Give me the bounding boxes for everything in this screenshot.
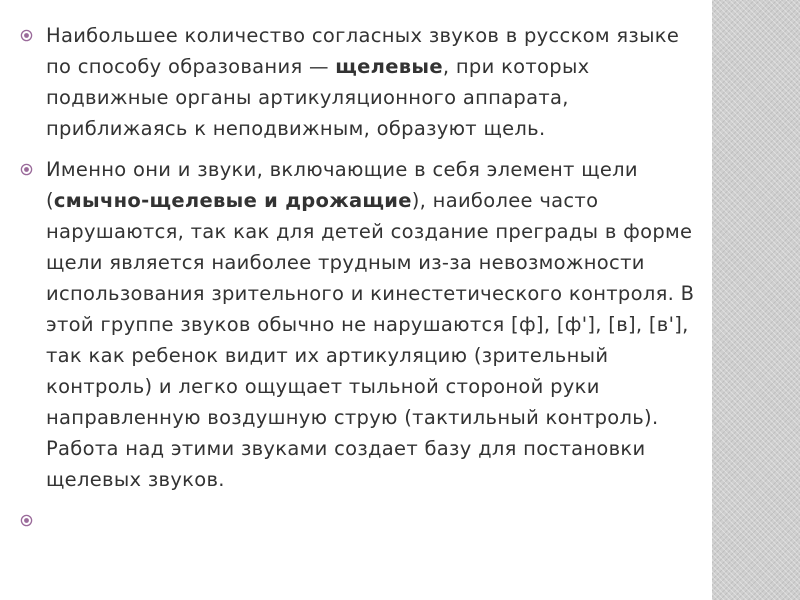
bullet-text — [46, 24, 679, 140]
bullet-text-part: , при которых подвижные органы артикуляционного аппарата, приближаясь к неподвижным, образуют щель. — [46, 55, 590, 140]
circle-bullet-icon — [20, 514, 33, 527]
bullet-text — [46, 509, 53, 532]
bullet-text-part: ), наиболее часто нарушаются, так как для детей создание преграды в форме щели является наиболее трудным из-за невозможности использования зрительного и кинестетического контроля. В этой группе звуков обычно не нарушаются [ф], [ф'], [в], [в'], так как ребенок видит их артикуляцию (зрительный контроль) и легко ощущает тыльной стороной руки направленную воздушную струю (тактильный контроль). Работа над этими звуками создает базу для постановки щелевых звуков. — [46, 189, 695, 491]
bullet-text-part: Наибольшее количество согласных звуков в русском языке по способу образования — — [46, 24, 680, 78]
bullet-list — [20, 20, 700, 546]
circle-bullet-icon — [20, 29, 33, 42]
bullet-text — [46, 158, 694, 491]
bullet-item-empty — [20, 505, 700, 536]
bullet-bold-term: щелевые — [335, 55, 443, 78]
circle-bullet-icon — [20, 163, 33, 176]
decorative-side-pattern — [712, 0, 800, 600]
bullet-bold-term: смычно-щелевые и дрожащие — [53, 189, 412, 212]
bullet-item — [20, 20, 700, 144]
bullet-item — [20, 154, 700, 495]
bullet-text-part: Именно они и звуки, включающие в себя элемент щели ( — [46, 158, 638, 212]
